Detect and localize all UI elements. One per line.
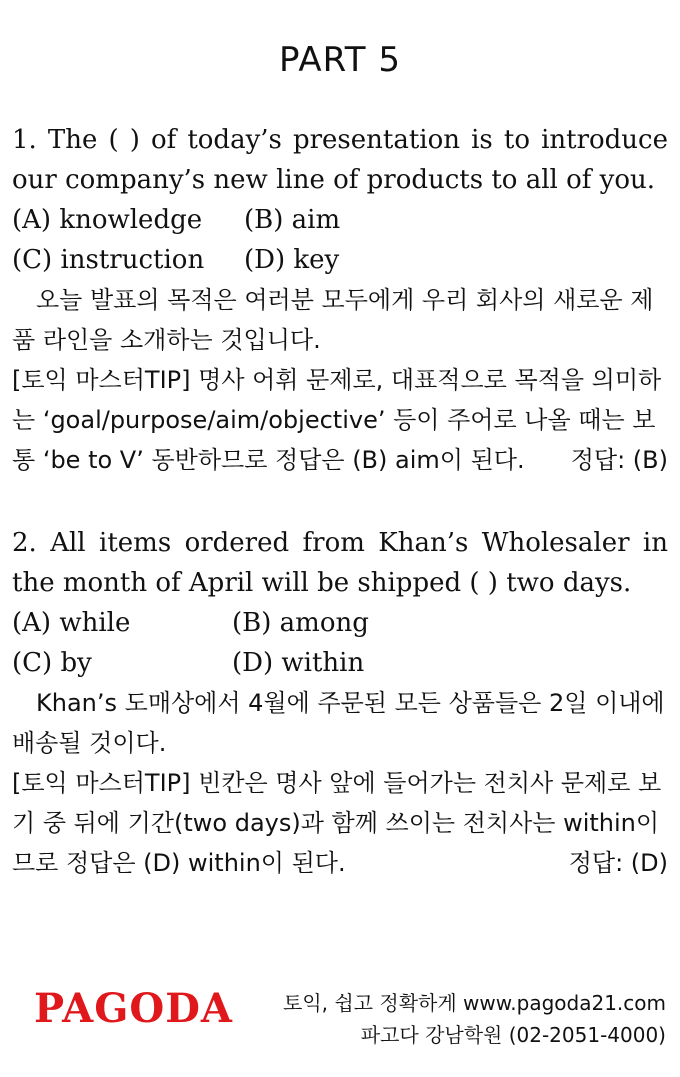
- contact-info: [283, 987, 666, 1051]
- master-tip: [12, 360, 668, 480]
- master-tip: [12, 763, 668, 883]
- tip-label: [토익 마스터TIP]: [12, 366, 191, 394]
- option-a: (A) knowledge: [12, 205, 203, 235]
- option-d: (D) key: [244, 245, 340, 275]
- korean-translation: Khan’s 도매상에서 4월에 주문된 모든 상품들은 2일 이내에 배송될 것이다.: [12, 689, 665, 757]
- option-a: (A) while: [12, 608, 131, 638]
- phone-line: 파고다 강남학원 (02-2051-4000): [360, 1023, 666, 1047]
- tip-label: [토익 마스터TIP]: [12, 769, 191, 797]
- korean-translation: 오늘 발표의 목적은 여러분 모두에게 우리 회사의 새로운 제품 라인을 소개하는 것입니다.: [12, 286, 654, 354]
- page-title: PART 5: [279, 40, 401, 80]
- pagoda-logo: PAGODA: [34, 985, 233, 1032]
- question-stem: 2. All items ordered from Khan’s Wholesaler in the month of April will be shipped ( ) two days.: [12, 528, 668, 598]
- correct-answer: 정답: (B): [570, 446, 668, 474]
- question-1: [12, 120, 668, 480]
- answer-options: [12, 200, 668, 280]
- option-b: (B) among: [232, 608, 369, 638]
- tip-text: 빈칸은 명사 앞에 들어가는 전치사 문제로 보기 중 뒤에 기간(two days)과 함께 쓰이는 전치사는 within이므로 정답은 (D) within이 된다.: [12, 769, 662, 877]
- option-b: (B) aim: [244, 205, 341, 235]
- correct-answer: 정답: (D): [568, 849, 668, 877]
- question-2: [12, 523, 668, 883]
- footer: [0, 975, 680, 1055]
- answer-options: [12, 603, 668, 683]
- question-stem: 1. The ( ) of today’s presentation is to introduce our company’s new line of products to all of you.: [12, 125, 668, 195]
- option-c: (C) by: [12, 648, 92, 678]
- option-d: (D) within: [232, 648, 365, 678]
- option-c: (C) instruction: [12, 245, 205, 275]
- website-line: 토익, 쉽고 정확하게 www.pagoda21.com: [283, 991, 666, 1015]
- tip-text: 명사 어휘 문제로, 대표적으로 목적을 의미하는 ‘goal/purpose/aim/objective’ 등이 주어로 나올 때는 보통 ‘be to V’ 동반하므로 정답은 (B) aim이 된다.: [12, 366, 662, 474]
